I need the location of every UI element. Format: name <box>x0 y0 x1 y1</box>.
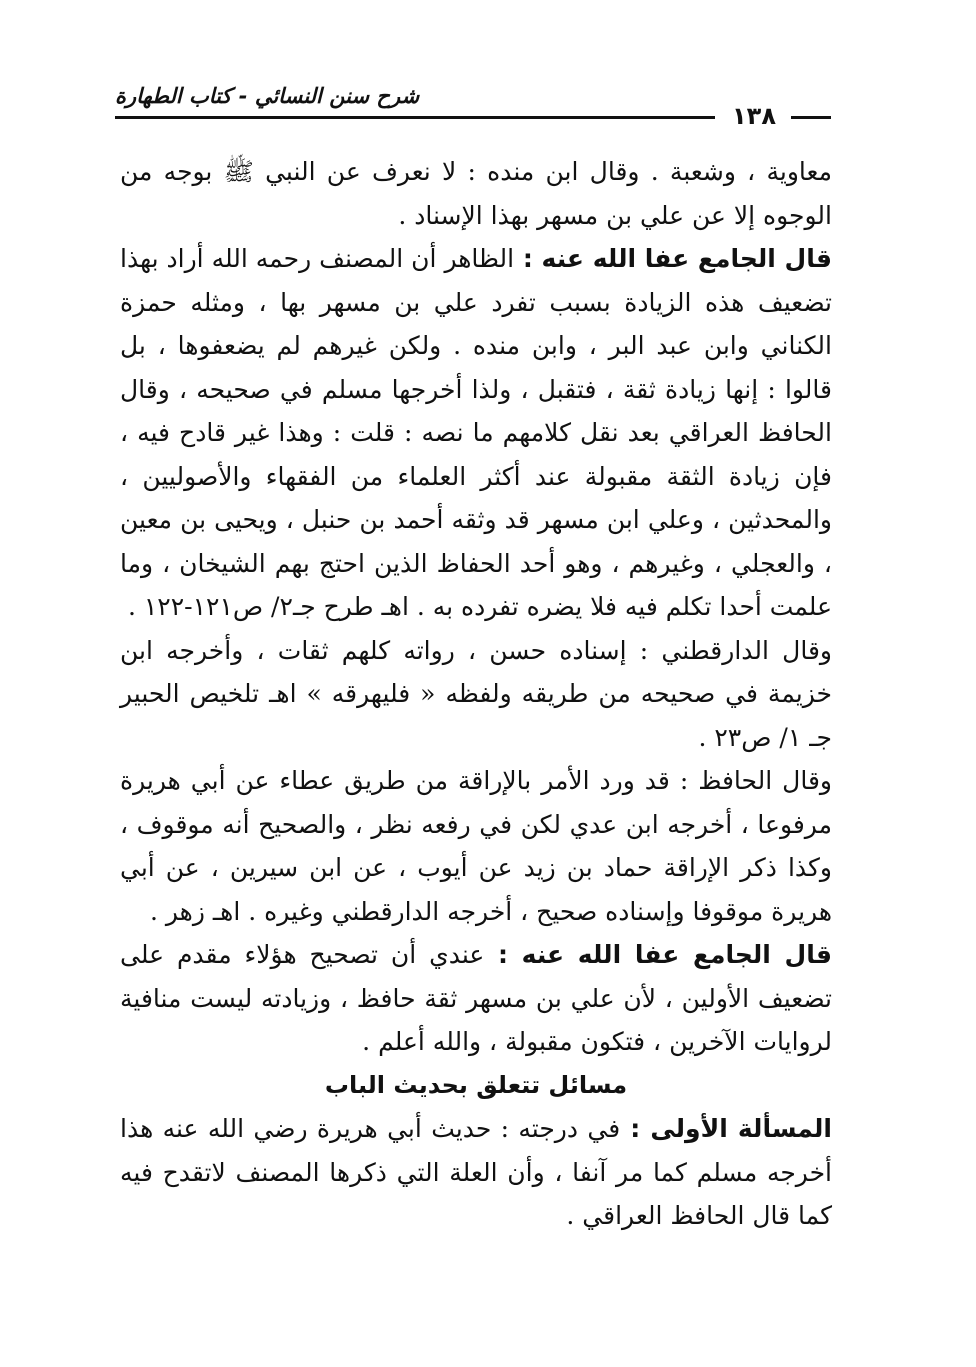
section-heading: مسائل تتعلق بحديث الباب <box>324 1070 628 1099</box>
paragraph-text: الظاهر أن المصنف رحمه الله أراد بهذا تضعيف هذه الزيادة بسبب تفرد علي بن مسهر بها ، ومثله حمزة الكناني وابن عبد البر ، وابن منده . ولكن غيرهم لم يضعفوها ، بل قالوا : إنها زيادة ثقة ، فتقبل ، ولذا أخرجها مسلم في صحيحه ، وقال الحافظ العراقي بعد نقل كلامهم ما نصه : قلت : وهذا غير قادح فيه ، فإن زيادة الثقة مقبولة عند أكثر العلماء من الفقهاء والأصوليين ، والمحدثين ، وعلي ابن مسهر قد وثقه أحمد بن حنبل ، ويحيى بن معين ، والعجلي ، وغيرهم ، وهو أحد الحفاظ الذين احتج بهم الشيخان ، وما علمت أحدا تكلم فيه فلا يضره تفرده به . اهـ طرح جـ٢/ ص١٢١-١٢٢ . <box>120 244 832 621</box>
paragraph-lead: قال الجامع عفا الله عنه : <box>484 940 833 969</box>
paragraph-text: معاوية ، وشعبة . وقال ابن منده : لا نعرف عن النبي ﷺ بوجه من الوجوه إلا عن علي بن مسهر بهذا الإسناد . <box>120 157 832 230</box>
running-header-title: شرح سنن النسائي - كتاب الطهارة <box>115 84 420 108</box>
issue-paragraph <box>120 1107 832 1238</box>
paragraph-2 <box>120 237 832 629</box>
issue-lead: المسألة الأولى : <box>620 1114 832 1143</box>
page-body <box>120 150 832 1238</box>
paragraph-1 <box>120 150 832 237</box>
page-number: ١٣٨ <box>732 102 776 130</box>
paragraph-text: وقال الدارقطني : إسناده حسن ، رواته كلهم ثقات ، وأخرجه ابن خزيمة في صحيحه من طريقه ولفظه « فليهرقه » اهـ تلخيص الحبير جـ ١/ ص٢٣ . <box>120 635 832 752</box>
issue-text: في درجته : حديث أبي هريرة رضي الله عنه هذا أخرجه مسلم كما مر آنفا ، وأن العلة التي ذكرها المصنف لاتقدح فيه كما قال الحافظ العراقي . <box>120 1114 832 1230</box>
header-rule <box>115 116 715 119</box>
paragraph-lead: قال الجامع عفا الله عنه : <box>514 244 833 273</box>
paragraph-3 <box>120 629 832 760</box>
paragraph-5 <box>120 933 832 1064</box>
header-dash <box>791 116 831 119</box>
paragraph-text: عندي أن تصحيح هؤلاء مقدم على تضعيف الأولين ، لأن علي بن مسهر ثقة حافظ ، وزيادته ليست منافية لروايات الآخرين ، فتكون مقبولة ، والله أعلم . <box>120 940 832 1056</box>
running-header <box>115 78 831 130</box>
paragraph-4 <box>120 759 832 933</box>
paragraph-text: وقال الحافظ : قد ورد الأمر بالإراقة من طريق عطاء عن أبي هريرة مرفوعا ، أخرجه ابن عدي لكن في رفعه نظر ، والصحيح أنه موقوف ، وكذا ذكر الإراقة حماد بن زيد عن أيوب ، عن ابن سيرين ، عن أبي هريرة موقوفا وإسناده صحيح ، أخرجه الدارقطني وغيره . اهـ زهر . <box>120 766 832 926</box>
